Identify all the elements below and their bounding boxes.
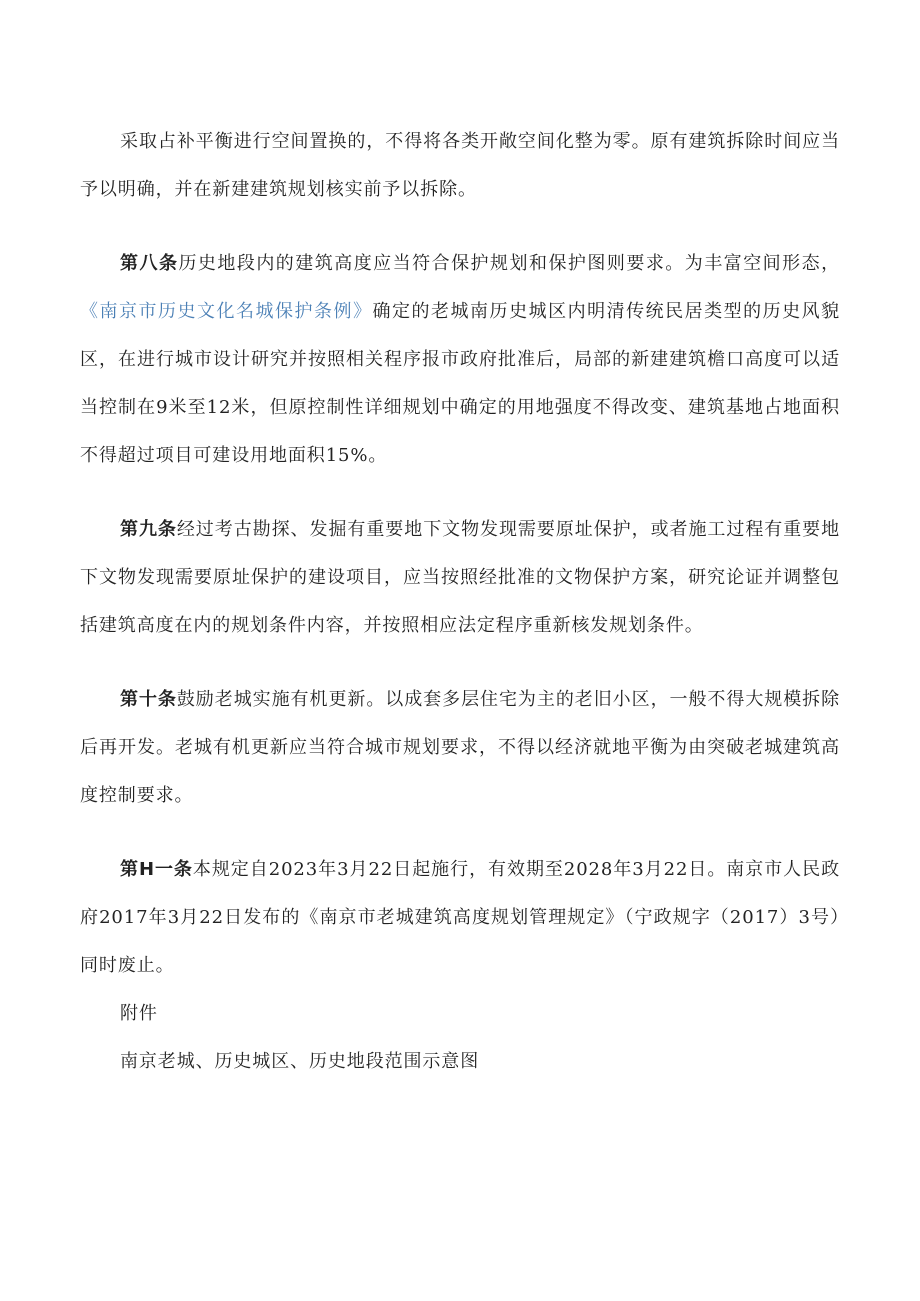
article-10-text: 鼓励老城实施有机更新。以成套多层住宅为主的老旧小区，一般不得大规模拆除后再开发。老城有机更新应当符合城市规划要求，不得以经济就地平衡为由突破老城建筑高度控制要求。 bbox=[80, 689, 841, 806]
article-11-label: 第H一条 bbox=[120, 859, 193, 880]
attachment-label: 附件 bbox=[120, 1003, 158, 1024]
article-11 bbox=[80, 846, 840, 990]
article-8-label: 第八条 bbox=[120, 253, 179, 274]
article-8-text-a: 历史地段内的建筑高度应当符合保护规划和保护图则要求。为丰富空间形态， bbox=[178, 253, 840, 274]
attachment-title: 南京老城、历史城区、历史地段范围示意图 bbox=[120, 1051, 480, 1072]
article-8 bbox=[80, 240, 840, 480]
article-11-text: 本规定自2023年3月22日起施行，有效期至2028年3月22日。南京市人民政府2017年3月22日发布的《南京市老城建筑高度规划管理规定》（宁政规字（2017）3号）同时废止。 bbox=[80, 859, 840, 976]
article-10-label: 第十条 bbox=[120, 689, 177, 710]
article-10 bbox=[80, 676, 840, 820]
article-9-label: 第九条 bbox=[120, 519, 177, 540]
regulation-link[interactable]: 《南京市历史文化名城保护条例》 bbox=[80, 301, 373, 322]
article-9-text: 经过考古勘探、发掘有重要地下文物发现需要原址保护，或者施工过程有重要地下文物发现需要原址保护的建设项目，应当按照经批准的文物保护方案，研究论证并调整包括建筑高度在内的规划条件内容，并按照相应法定程序重新核发规划条件。 bbox=[80, 519, 841, 636]
paragraph-continuation: 采取占补平衡进行空间置换的，不得将各类开敞空间化整为零。原有建筑拆除时间应当予以明确，并在新建建筑规划核实前予以拆除。 bbox=[80, 131, 840, 200]
article-8-text-b: 确定的老城南历史城区内明清传统民居类型的历史风貌区，在进行城市设计研究并按照相关程序报市政府批准后，局部的新建建筑檐口高度可以适当控制在9米至12米，但原控制性详细规划中确定的用地强度不得改变、建筑基地占地面积不得超过项目可建设用地面积15%。 bbox=[80, 301, 840, 466]
article-9 bbox=[80, 506, 840, 650]
document-page bbox=[80, 118, 840, 1086]
